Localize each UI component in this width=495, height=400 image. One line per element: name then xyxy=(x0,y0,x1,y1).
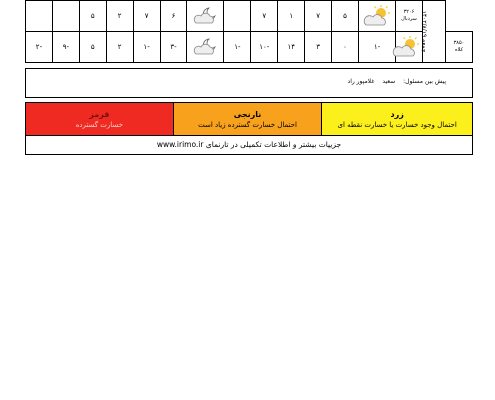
legend-title: قرمز xyxy=(89,109,110,119)
table-cell: ۲ xyxy=(106,32,133,63)
table-cell xyxy=(26,1,53,32)
table-cell: ۷ xyxy=(133,1,160,32)
table-cell: ۲ xyxy=(106,1,133,32)
station-cell xyxy=(395,1,422,32)
table-cell: ۶ xyxy=(160,1,187,32)
table-row xyxy=(26,1,473,32)
forecaster-first-name: سعید xyxy=(382,78,396,85)
table-cell xyxy=(52,1,79,32)
moon-cloud-icon xyxy=(190,5,220,27)
footer-note xyxy=(25,135,473,155)
day-label: جمعه ۱۴۰۲/۸/۱۹ xyxy=(420,10,428,53)
table-row xyxy=(26,32,473,63)
table-cell xyxy=(224,1,251,32)
footer-text: جزییات بیشتر و اطلاعات تکمیلی در تارنمای xyxy=(205,140,342,149)
moon-cloud-icon xyxy=(190,36,220,58)
legend-red xyxy=(26,103,174,135)
station-name: سردبال xyxy=(401,16,417,22)
table-cell: -۱ xyxy=(133,32,160,63)
legend-orange xyxy=(174,103,323,135)
footer-url[interactable]: www.irimo.ir xyxy=(156,140,204,149)
table-cell: -۳ xyxy=(160,32,187,63)
weather-icon-cell xyxy=(187,32,224,63)
partly-cloudy-day-icon xyxy=(361,4,393,28)
table-cell: ۱۴ xyxy=(278,32,305,63)
table-cell: ۷ xyxy=(305,1,332,32)
day-cell xyxy=(422,1,445,63)
legend-yellow xyxy=(322,103,472,135)
legend-description: احتمال وجود خسارت یا خسارت نقطه ای xyxy=(337,120,457,129)
partly-cloudy-day-icon xyxy=(390,35,422,59)
forecaster-last-name: غلامپور راد xyxy=(347,78,375,85)
table-cell: -۲ xyxy=(26,32,53,63)
table-cell: ۷ xyxy=(251,1,278,32)
table-cell: -۱۰ xyxy=(251,32,278,63)
table-cell: ۵ xyxy=(79,1,106,32)
forecaster-label: پیش بین مسئول: xyxy=(403,78,446,85)
forecast-table xyxy=(25,0,473,63)
station-code: ۳۲۰۶ xyxy=(403,9,415,15)
table-cell: ۵ xyxy=(332,1,359,32)
weather-icon-cell xyxy=(187,1,224,32)
warning-legend xyxy=(25,102,473,136)
legend-title: زرد xyxy=(390,109,404,119)
legend-description: خسارت گسترده xyxy=(75,120,123,129)
legend-title: نارنجی xyxy=(233,109,262,119)
table-cell: ۱ xyxy=(278,1,305,32)
forecaster-box xyxy=(25,68,473,98)
station-name: کلاه xyxy=(454,47,463,53)
table-cell: -۱ xyxy=(358,32,395,63)
table-cell: ۰ xyxy=(332,32,359,63)
table-cell: -۱ xyxy=(224,32,251,63)
weather-icon-cell xyxy=(358,1,395,32)
weather-icon-cell xyxy=(395,32,422,63)
station-cell xyxy=(445,32,472,63)
station-code: ۳۸۵۰ xyxy=(453,40,465,46)
legend-description: احتمال خسارت گسترده زیاد است xyxy=(198,120,297,129)
table-cell: -۹ xyxy=(52,32,79,63)
forecaster-line xyxy=(342,78,446,85)
table-cell: ۵ xyxy=(79,32,106,63)
table-cell: ۳ xyxy=(305,32,332,63)
